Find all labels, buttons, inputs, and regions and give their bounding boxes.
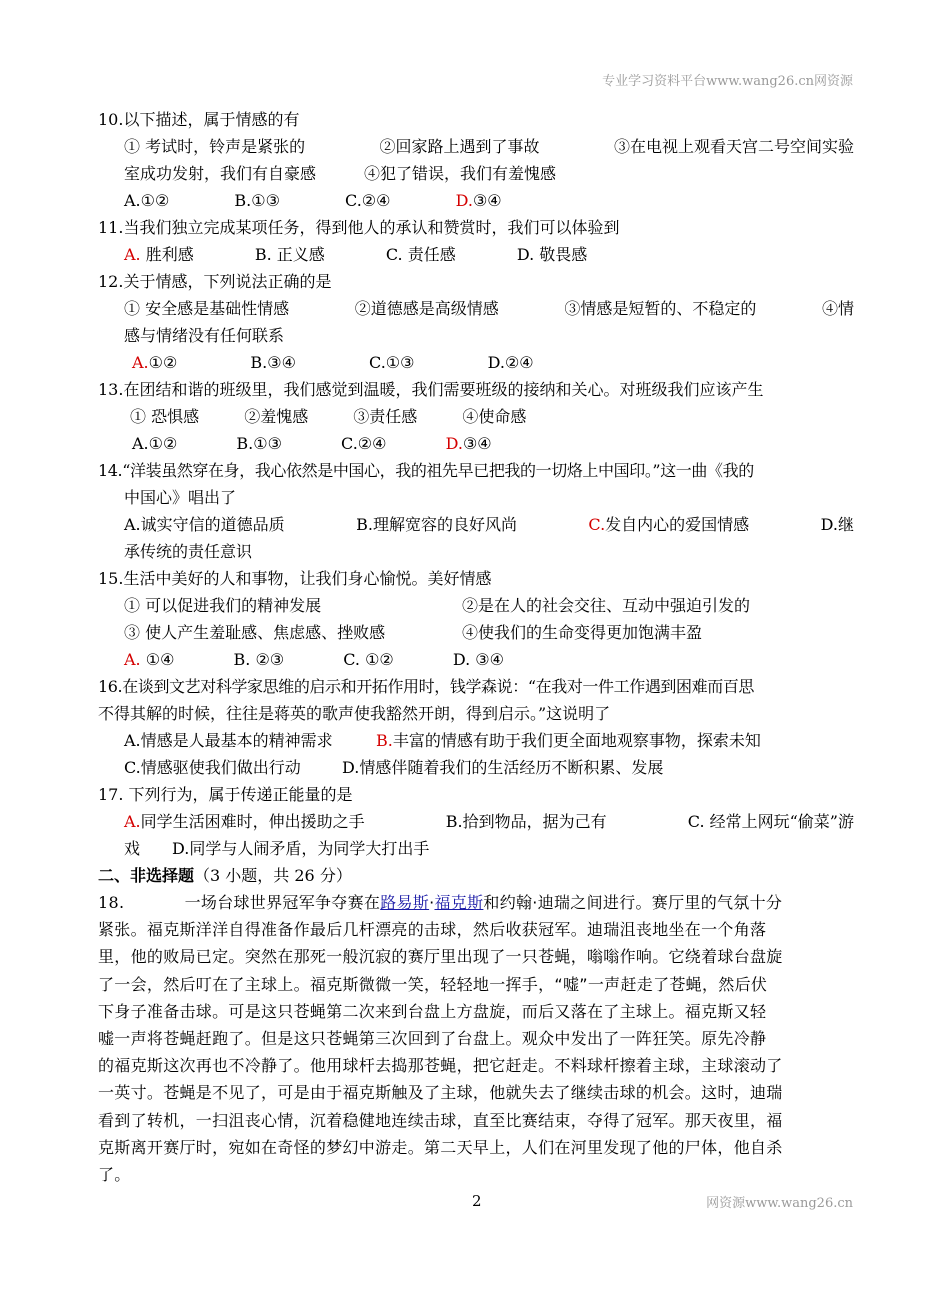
q10-item-1: ① 考试时，铃声是紧张的 xyxy=(124,137,306,156)
q13-option-b: B.①③ xyxy=(236,434,282,453)
q12-item-2: ②道德感是高级情感 xyxy=(354,299,499,318)
q12-option-a-text: ①② xyxy=(148,353,178,372)
section-2-heading xyxy=(98,862,854,889)
q14-option-b: B.理解宽容的良好风尚 xyxy=(356,515,517,534)
link-luyisi[interactable]: 路易斯 xyxy=(380,893,430,912)
passage-line: 紧张。福克斯洋洋自得准备作最后几杆漂亮的击球，然后收获冠军。迪瑞沮丧地坐在一个角落 xyxy=(98,920,767,940)
passage-dot: · xyxy=(429,893,435,912)
passage-line: 了一会，然后叮在了主球上。福克斯微微一笑，轻轻地一挥手，“嘘”一声赶走了苍蝇，然后伏 xyxy=(98,974,768,994)
q15-item-3: ③ 使人产生羞耻感、焦虑感、挫败感 xyxy=(124,623,386,642)
passage-line: 的福克斯这次再也不冷静了。他用球杆去捣那苍蝇，把它赶走。不料球杆擦着主球，主球滚动了 xyxy=(98,1056,783,1076)
q13-item-1: ① 恐惧感 xyxy=(130,407,200,426)
q10-option-d-text: ③④ xyxy=(472,191,502,210)
question-12-line1 xyxy=(98,295,854,322)
question-10-line1 xyxy=(98,133,854,160)
question-11-stem: 11.当我们独立完成某项任务，得到他人的承认和赞赏时，我们可以体验到 xyxy=(98,218,620,237)
passage-line: 一英寸。苍蝇是不见了，可是由于福克斯触及了主球，他就失去了继续击球的机会。这时，迪瑞 xyxy=(98,1083,783,1103)
passage-line: 看到了转机，一扫沮丧心情，沉着稳健地连续击球，直至比赛结束，夺得了冠军。那天夜里，福 xyxy=(98,1110,783,1130)
question-17-tail: 戏 D.同学与人闹矛盾，为同学大打出手 xyxy=(124,839,430,858)
q10-option-d-letter: D. xyxy=(455,191,473,210)
q10-option-a: A.①② xyxy=(124,191,170,210)
q13-option-d-letter: D. xyxy=(445,434,463,453)
q14-option-d: D.继 xyxy=(820,515,854,534)
question-16-stem: 16.在谈到文艺对科学家思维的启示和开拓作用时，钱学森说：“在我对一件工作遇到困难而百思 xyxy=(98,677,755,696)
passage-line: 嘘一声将苍蝇赶跑了。但是这只苍蝇第三次回到了台盘上。观众中发出了一阵狂笑。原先冷静 xyxy=(98,1028,767,1048)
question-15-options xyxy=(98,646,854,673)
q10-item-2: ②回家路上遇到了事故 xyxy=(379,137,540,156)
q17-option-a-text: 同学生活困难时，伸出援助之手 xyxy=(140,812,365,831)
q17-option-b: B.拾到物品，据为己有 xyxy=(445,812,607,831)
q13-item-4: ④使命感 xyxy=(462,407,527,426)
q15-item-2: ②是在人的社会交往、互动中强迫引发的 xyxy=(462,596,751,615)
q11-option-b: B. 正义感 xyxy=(254,245,325,264)
question-15-line1 xyxy=(98,592,854,619)
q13-item-3: ③责任感 xyxy=(353,407,418,426)
q14-option-c-text: 发自内心的爱国情感 xyxy=(605,515,750,534)
q11-option-a-text: 胜利感 xyxy=(145,245,194,264)
q16-option-b-letter: B. xyxy=(376,731,393,750)
question-15-stem: 15.生活中美好的人和事物，让我们身心愉悦。美好情感 xyxy=(98,569,492,588)
q10-item-3: ③在电视上观看天宫二号空间实验 xyxy=(613,137,854,156)
link-fukesi[interactable]: 福克斯 xyxy=(434,893,484,912)
question-16-stem-cont: 不得其解的时候，往往是蒋英的歌声使我豁然开朗，得到启示。”这说明了 xyxy=(98,704,611,723)
q15-option-a-letter: A. xyxy=(124,650,141,669)
q16-option-a: A.情感是人最基本的精神需求 xyxy=(124,731,333,750)
q11-option-c: C. 责任感 xyxy=(385,245,456,264)
q15-option-d: D. ③④ xyxy=(452,650,504,669)
question-13-items xyxy=(98,403,854,430)
q10-option-b: B.①③ xyxy=(234,191,280,210)
passage-line: 里，他的败局已定。突然在那死一般沉寂的赛厅里出现了一只苍蝇，嗡嗡作响。它绕着球台盘旋 xyxy=(98,947,783,967)
q12-option-d: D.②④ xyxy=(487,353,534,372)
passage-line: 克斯离开赛厅时，宛如在奇怪的梦幻中游走。第二天早上，人们在河里发现了他的尸体，他自杀 xyxy=(98,1137,783,1157)
question-18-number: 18. xyxy=(98,893,125,912)
question-14-stem-cont: 中国心》唱出了 xyxy=(124,488,237,507)
q13-option-d-text: ③④ xyxy=(462,434,492,453)
q12-item-4: ④情 xyxy=(821,299,854,318)
passage-line-1 xyxy=(98,889,854,916)
question-12-options xyxy=(98,349,854,376)
q15-item-1: ① 可以促进我们的精神发展 xyxy=(124,596,322,615)
q14-option-c-letter: C. xyxy=(588,515,606,534)
q15-item-4: ④使我们的生命变得更加饱满丰盈 xyxy=(462,623,703,642)
q12-item-1: ① 安全感是基础性情感 xyxy=(124,299,290,318)
q12-option-a-letter: A. xyxy=(132,353,149,372)
question-12-stem: 12.关于情感，下列说法正确的是 xyxy=(98,272,332,291)
q12-option-c: C.①③ xyxy=(369,353,415,372)
question-18-passage xyxy=(98,889,854,1188)
section-2-note: （3 小题，共 26 分） xyxy=(194,866,352,885)
question-10-options xyxy=(98,187,854,214)
q15-option-c: C. ①② xyxy=(343,650,394,669)
q11-option-d: D. 敬畏感 xyxy=(516,245,588,264)
q15-option-b: B. ②③ xyxy=(233,650,285,669)
question-16-options-cd xyxy=(98,754,854,781)
question-14-stem: 14.“洋装虽然穿在身，我心依然是中国心，我的祖先早已把我的一切烙上中国印。”这一曲《我的 xyxy=(98,461,754,480)
question-17-stem: 17. 下列行为，属于传递正能量的是 xyxy=(98,785,353,804)
q13-item-2: ②羞愧感 xyxy=(244,407,309,426)
passage-line: 了。 xyxy=(98,1164,131,1184)
question-13-options xyxy=(98,430,854,457)
q16-option-b-text: 丰富的情感有助于我们更全面地观察事物，探索未知 xyxy=(392,731,761,750)
question-14-options xyxy=(98,511,854,538)
question-10-line2: 室成功发射，我们有自豪感 ④犯了错误，我们有羞愧感 xyxy=(124,164,557,183)
q13-option-c: C.②④ xyxy=(341,434,387,453)
page-footer: 网资源www.wang26.cn xyxy=(706,1196,853,1211)
q16-option-c: C.情感驱使我们做出行动 xyxy=(124,758,301,777)
q17-option-a-letter: A. xyxy=(124,812,141,831)
page-header: 专业学习资料平台www.wang26.cn网资源 xyxy=(602,74,853,89)
q17-option-c: C. 经常上网玩“偷菜”游 xyxy=(687,812,854,831)
question-15-line2 xyxy=(98,619,854,646)
passage-lead: 一场台球世界冠军争夺赛在 xyxy=(152,893,381,912)
page-number: 2 xyxy=(472,1192,482,1210)
q10-option-c: C.②④ xyxy=(345,191,391,210)
question-13-stem: 13.在团结和谐的班级里，我们感觉到温暖，我们需要班级的接纳和关心。对班级我们应该产生 xyxy=(98,380,764,399)
section-2-title: 二、非选择题 xyxy=(98,866,195,885)
q14-option-a: A.诚实守信的道德品质 xyxy=(124,515,285,534)
question-14-tail: 承传统的责任意识 xyxy=(124,542,253,561)
content xyxy=(98,106,854,1188)
question-17-options xyxy=(98,808,854,835)
question-10-stem: 10.以下描述，属于情感的有 xyxy=(98,110,300,129)
passage-line: 下身子准备击球。可是这只苍蝇第二次来到台盘上方盘旋，而后又落在了主球上。福克斯又轻 xyxy=(98,1001,767,1021)
q15-option-a-text: ①④ xyxy=(145,650,175,669)
q13-option-a: A.①② xyxy=(132,434,178,453)
q16-option-d: D.情感伴随着我们的生活经历不断积累、发展 xyxy=(342,758,664,777)
passage-after: 和约翰·迪瑞之间进行。赛厅里的气氛十分 xyxy=(483,893,783,912)
q11-option-a-letter: A. xyxy=(124,245,141,264)
q12-option-b: B.③④ xyxy=(250,353,296,372)
question-12-line2: 感与情绪没有任何联系 xyxy=(124,326,285,345)
q12-item-3: ③情感是短暂的、不稳定的 xyxy=(564,299,757,318)
question-11-options xyxy=(98,241,854,268)
question-16-options-ab xyxy=(98,727,854,754)
